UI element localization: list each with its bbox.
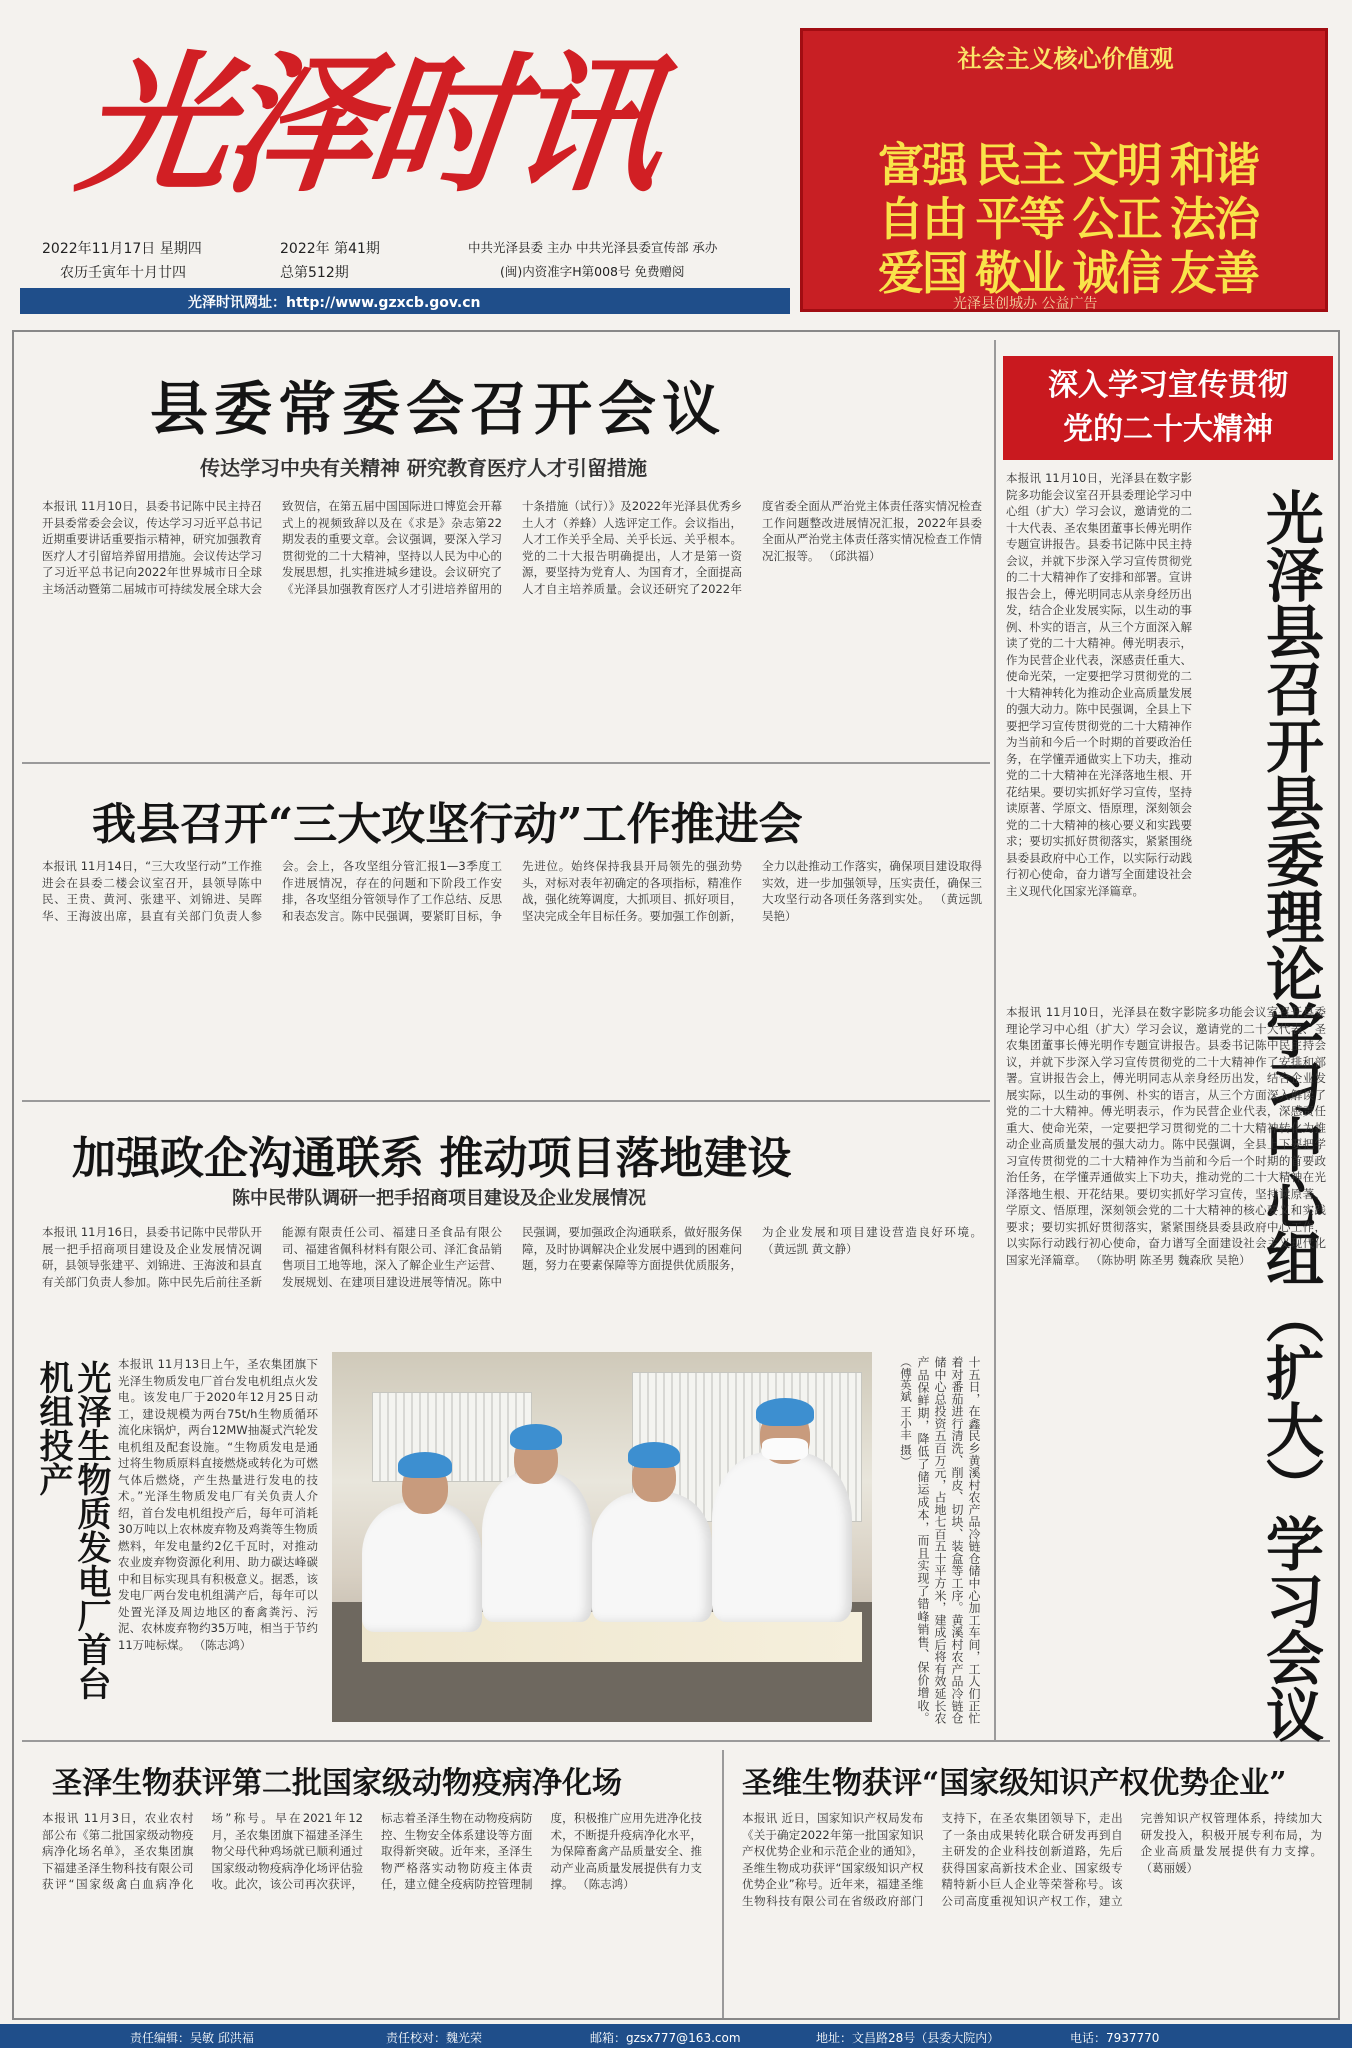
value-word: 诚信: [1072, 246, 1161, 300]
article2-body: 本报讯 11月14日，“三大攻坚行动”工作推进会在县委二楼会议室召开，县领导陈中民、王贵、黄河、张建平、刘锦进、吴晖华、王海波出席，县直有关部门负责人参会。会上，各攻坚组分管汇报1—3季度工作进展情况，存在的问题和下阶段工作安排，各攻坚组分管领导作了工作总结、反思和表态发言。陈中民强调，要紧盯目标，争先进位。始终保持我县开局领先的强劲势头，对标对表年初确定的各项指标，精准作战，强化统筹调度，大抓项目、抓好项目，坚决完成全年目标任务。要加强工作创新，全力以赴推动工作落实，确保项目建设取得实效，进一步加强领导，压实责任，确保三大攻坚行动各项任务落到实处。 （黄远凯 吴艳）: [42, 859, 982, 923]
right-column-byline: （陈协明 陈圣男 魏森欣 吴艳）: [1090, 1252, 1251, 1267]
ad-title: 社会主义核心价值观: [957, 45, 1174, 73]
value-word: 民主: [975, 138, 1064, 192]
face-mask: [762, 1438, 808, 1460]
worker-figure: [712, 1452, 852, 1622]
footer-editor: 责任编辑：吴敏 邱洪福: [130, 2031, 254, 2045]
ad-footer: 光泽县创城办 公益广告: [953, 296, 1098, 312]
right-column-body: 本报讯 11月10日，光泽县在数字影院多功能会议室召开县委理论学习中心组（扩大）学习会议，邀请党的二十大代表、圣农集团董事长傅光明作专题宣讲报告。县委书记陈中民主持会议，并就下步深入学习宣传贯彻党的二十大精神作了安排和部署。宣讲报告会上，傅光明同志从亲身经历出发，结合企业发展实际，以生动的事例、朴实的语言，从三个方面深入解读了党的二十大精神。傅光明表示，作为民营企业代表，深感责任重大、使命光荣，一定要把学习贯彻党的二十大精神转化为推动企业高质量发展的强大动力。陈中民强调，全县上下要把学习宣传贯彻党的二十大精神作为当前和今后一个时期的首要政治任务，在学懂弄通做实上下功夫，推动党的二十大精神在光泽落地生根、开花结果。要切实抓好学习宣传，坚持读原著、学原文、悟原理，深刻领会党的二十大精神的核心要义和实践要求；要切实抓好贯彻落实，紧紧围绕县委县政府中心工作，以实际行动践行初心使命，奋力谱写全面建设社会主义现代化国家光泽篇章。 （陈协明 陈圣男 魏森欣 吴艳）: [1006, 1005, 1326, 1267]
hairnet-cap: [398, 1452, 452, 1478]
article6-byline: （葛丽媛）: [1140, 1860, 1199, 1875]
value-word: 敬业: [975, 246, 1064, 300]
article4-byline: （陈志鸿）: [193, 1637, 252, 1652]
value-word: 富强: [878, 138, 966, 192]
column-divider: [994, 340, 996, 1742]
article5-title: 圣泽生物获评第二批国家级动物疫病净化场: [52, 1766, 622, 1801]
website-link[interactable]: 光泽时讯网址：http://www.gzxcb.gov.cn: [188, 295, 481, 311]
value-word: 平等: [975, 192, 1064, 246]
issue-date: 2022年11月17日 星期四: [42, 241, 202, 257]
value-word: 友善: [1169, 246, 1258, 300]
article5-body: 本报讯 11月3日，农业农村部公布《第二批国家级动物疫病净化场名单》，圣农集团旗下福建圣泽生物科技有限公司获评“国家级禽白血病净化场”称号。早在2021年12月，圣农集团旗下福建圣泽生物父母代种鸡场就已顺利通过国家级动物疫病净化场评估验收。此次，该公司再次获评，标志着圣泽生物在动物疫病防控、生物安全体系建设等方面取得新突破。近年来，圣泽生物严格落实动物防疫主体责任，建立健全疫病防控管理制度，积极推广应用先进净化技术，不断提升疫病净化水平，为保障畜禽产品质量安全、推动产业高质量发展提供有力支撑。 （陈志鸿）: [42, 1811, 702, 1891]
website-bar: [20, 288, 790, 314]
value-word: 文明: [1072, 138, 1161, 192]
article2-byline: （黄远凯 吴艳）: [762, 892, 982, 923]
divider: [22, 1740, 1330, 1742]
topic-banner: 深入学习宣传贯彻 党的二十大精神: [1003, 356, 1333, 460]
footer-proof: 责任校对：魏光荣: [386, 2031, 483, 2045]
issue-number: 2022年 第41期: [280, 241, 380, 257]
masthead: [0, 0, 1352, 320]
hairnet-cap: [628, 1442, 680, 1468]
article4-title: 光泽生物质发电厂首台机组投产: [33, 1360, 111, 1700]
hairnet-cap: [510, 1424, 562, 1450]
article1-subtitle: 传达学习中央有关精神 研究教育医疗人才引留措施: [200, 456, 647, 480]
article6-body: 本报讯 近日，国家知识产权局发布《关于确定2022年第一批国家知识产权优势企业和示范企业的通知》，圣维生物成功获评“国家级知识产权优势企业”称号。近年来，福建圣维生物科技有限公司在省级政府部门支持下，在圣农集团领导下，走出了一条由成果转化联合研发再到自主研发的企业科技创新道路，先后获得国家高新技术企业、国家级专精特新小巨人企业等荣誉称号。该公司高度重视知识产权工作，建立完善知识产权管理体系，持续加大研发投入，积极开展专利布局，为企业高质量发展提供有力支撑。 （葛丽媛）: [742, 1811, 1322, 1908]
total-issue: 总第512期: [280, 265, 349, 281]
footer-phone: 电话：7937770: [1070, 2031, 1160, 2045]
value-word: 和谐: [1169, 138, 1258, 192]
value-word: 公正: [1072, 192, 1161, 246]
worker-figure: [362, 1502, 482, 1632]
article5-byline: （陈志鸿）: [577, 1877, 635, 1891]
divider: [22, 1100, 990, 1102]
article2-title: 我县召开“三大攻坚行动”工作推进会: [92, 799, 803, 850]
article1-title: 县委常委会召开会议: [150, 375, 727, 443]
article1-byline: （邱洪福）: [823, 548, 881, 563]
value-word: 自由: [878, 192, 966, 246]
footer-bar: [0, 2024, 1352, 2048]
article1-body: 本报讯 11月10日，县委书记陈中民主持召开县委常委会会议，传达学习习近平总书记近期重要讲话重要指示精神，研究加强教育医疗人才引留培养留用措施。会议传达学习了习近平总书记向2022年世界城市日全球主场活动暨第二届城市可持续发展全球大会致贺信，在第五届中国国际进口博览会开幕式上的视频致辞以及在《求是》杂志第22期发表的重要文章。会议强调，要深入学习贯彻党的二十大精神，坚持以人民为中心的发展思想，扎实推进城乡建设。会议研究了《光泽县加强教育医疗人才引进培养留用的十条措施（试行）》及2022年光泽县优秀乡土人才（养蜂）人选评定工作。会议指出，人才工作关乎全局、关乎长远、关乎根本。党的二十大报告明确提出，人才是第一资源，要坚持为党育人、为国育才，全面提高人才自主培养质量。会议还研究了2022年度省委全面从严治党主体责任落实情况检查工作问题整改进展情况汇报，2022年县委全面从严治党主体责任落实情况检查工作情况汇报等。 （邱洪福）: [42, 499, 982, 596]
photo-caption: 十五日，在鑫民乡黄溪村农产品冷链仓储中心加工车间，工人们正忙着对番茄进行清洗、削皮、切块、装盒等工序。黄溪村农产品冷链仓储中心总投资五百万元，占地七百五十平方米，建成后将有效延长农产品保鲜期，降低了储运成本，而且实现了错峰销售、保价增收。 （傅英斌 王小丰 摄）: [899, 1356, 981, 1724]
article3-title: 加强政企沟通联系 推动项目落地建设: [72, 1133, 792, 1184]
article3-subtitle: 陈中民带队调研一把手招商项目建设及企业发展情况: [232, 1188, 646, 1209]
photo-byline: （傅英斌 王小丰 摄）: [899, 1356, 913, 1467]
article3-body: 本报讯 11月16日，县委书记陈中民带队开展一把手招商项目建设及企业发展情况调研，县领导张建平、刘锦进、王海波和县直有关部门负责人参加。陈中民先后前往圣新能源有限责任公司、福建日圣食品有限公司、福建省佩科材料有限公司、泽汇食品销售项目工地等地，深入了解企业生产运营、发展规划、在建项目建设进展等情况。陈中民强调，要加强政企沟通联系，做好服务保障，及时协调解决企业发展中遇到的困难问题，努力在要素保障等方面提供优质服务，为企业发展和项目建设营造良好环境。 （黄远凯 黄文静）: [42, 1225, 982, 1289]
article3-byline: （黄远凯 黄文静）: [762, 1241, 858, 1256]
value-word: 爱国: [878, 246, 966, 300]
core-values-ad: [800, 28, 1328, 312]
footer-address: 地址：文昌路28号（县委大院内）: [816, 2031, 1000, 2045]
right-column-title: 光泽县召开县委理论学习中心组（扩大）学习会议: [1256, 488, 1324, 1742]
footer-email[interactable]: 邮箱：gzsx777@163.com: [590, 2031, 741, 2045]
article6-title: 圣维生物获评“国家级知识产权优势企业”: [742, 1766, 1287, 1801]
sponsor: 中共光泽县委 主办 中共光泽县委宣传部 承办: [468, 240, 718, 255]
article4-body: 本报讯 11月13日上午，圣农集团旗下光泽生物质发电厂首台发电机组点火发电。该发电厂于2020年12月25日动工，建设规模为两台75t/h生物质循环流化床锅炉，两台12MW抽凝式汽轮发电机组及配套设施。“生物质发电是通过将生物质原料直接燃烧或转化为可燃气体后燃烧，产生热量进行发电的技术。”光泽生物质发电厂有关负责人介绍，首台发电机组投产后，每年可消耗30万吨以上农林废弃物及鸡粪等生物质燃料，年发电量约2亿千瓦时，对推动农业废弃物资源化利用、助力碳达峰碳中和目标实现具有积极意义。据悉，该发电厂两台发电机组满产后，每年可以处置光泽及周边地区的畜禽粪污、污泥、农林废弃物约35万吨，相当于节约11万吨标煤。 （陈志鸿）: [118, 1357, 318, 1652]
lunar-date: 农历壬寅年十月廿四: [60, 265, 186, 281]
crates-stack: [372, 1392, 532, 1482]
worker-figure: [592, 1492, 712, 1622]
worker-figure: [482, 1472, 592, 1622]
news-photo: [332, 1352, 872, 1722]
divider: [22, 762, 990, 764]
right-column-body-top: 本报讯 11月10日，光泽县在数字影院多功能会议室召开县委理论学习中心组（扩大）学习会议，邀请党的二十大代表、圣农集团董事长傅光明作专题宣讲报告。县委书记陈中民主持会议，并就下步深入学习宣传贯彻党的二十大精神作了安排和部署。宣讲报告会上，傅光明同志从亲身经历出发，结合企业发展实际，以生动的事例、朴实的语言，从三个方面深入解读了党的二十大精神。傅光明表示，作为民营企业代表，深感责任重大、使命光荣，一定要把学习贯彻党的二十大精神转化为推动企业高质量发展的强大动力。陈中民强调，全县上下要把学习宣传贯彻党的二十大精神作为当前和今后一个时期的首要政治任务，在学懂弄通做实上下功夫，推动党的二十大精神在光泽落地生根、开花结果。要切实抓好学习宣传，坚持读原著、学原文、悟原理，深刻领会党的二十大精神的核心要义和实践要求；要切实抓好贯彻落实，紧紧围绕县委县政府中心工作，以实际行动践行初心使命，奋力谱写全面建设社会主义现代化国家光泽篇章。: [1006, 471, 1192, 898]
license: (闽)内资准字H第008号 免费赠阅: [500, 264, 685, 279]
value-word: 法治: [1169, 192, 1258, 246]
newspaper-logo: 光泽时讯: [70, 37, 666, 213]
divider: [722, 1750, 724, 2018]
hairnet-cap: [756, 1398, 814, 1426]
